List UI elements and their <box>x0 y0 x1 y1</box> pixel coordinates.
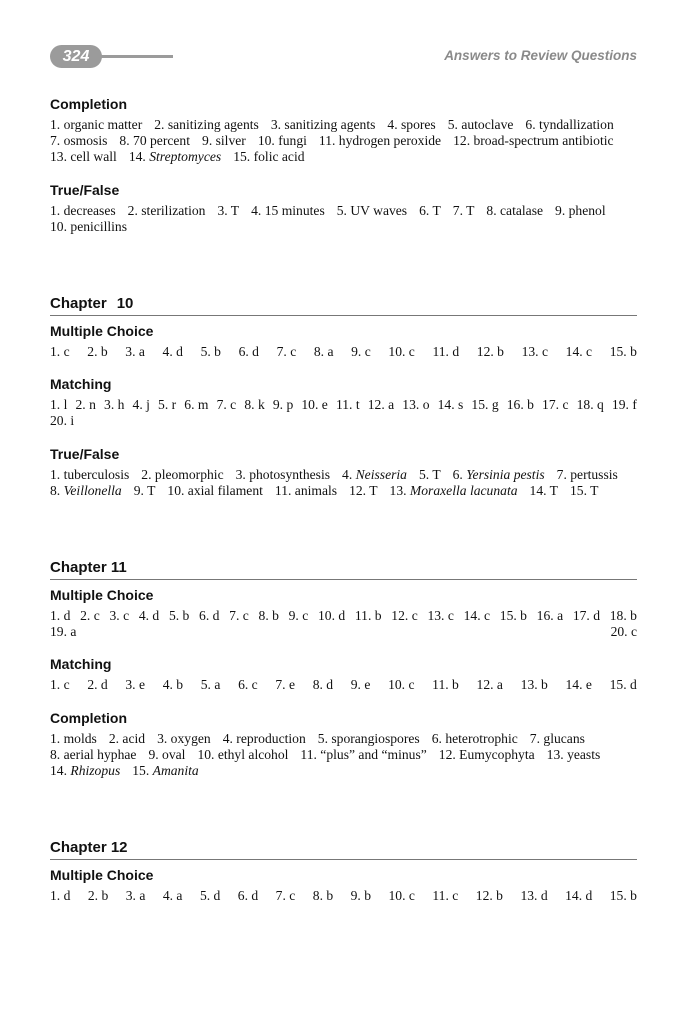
answer-list <box>50 344 637 360</box>
answer-item: 8. b <box>258 608 279 624</box>
answer-list <box>50 467 637 499</box>
answer-item: 9. p <box>272 397 294 413</box>
answer-item: 5. UV waves <box>336 202 408 218</box>
answer-item: 13. cell wall <box>50 149 117 165</box>
answer-item: 15. d <box>609 677 637 693</box>
answer-item: 4. a <box>162 888 183 904</box>
answer-item: 2. b <box>87 344 108 360</box>
answer-item: 9. T <box>133 482 156 498</box>
answer-list <box>50 117 637 166</box>
answer-italic: Streptomyces <box>149 149 222 165</box>
answer-item: 1. d <box>50 888 71 904</box>
answer-item: 7. c <box>275 888 296 904</box>
chapter-block <box>50 559 637 779</box>
answer-list <box>50 677 637 693</box>
answer-item: 8. 70 percent <box>119 133 191 149</box>
answer-item: 4. Neisseria <box>342 466 407 482</box>
answer-item: 13. b <box>520 677 548 693</box>
answer-item: 10. e <box>301 397 328 413</box>
answer-item: 11. c <box>432 888 459 904</box>
answer-item: 4. d <box>162 344 183 360</box>
chapter-title: Chapter 11 <box>50 559 637 580</box>
answer-italic: Yersinia pestis <box>466 466 545 482</box>
page-number-badge: 324 <box>50 45 102 68</box>
answer-item: 8. b <box>312 888 334 904</box>
answer-item: 5. d <box>199 888 221 904</box>
chapter-spacer <box>50 795 637 839</box>
section-heading: Multiple Choice <box>50 323 154 340</box>
answer-item: 18. b <box>609 608 637 624</box>
answer-item: 17. c <box>542 397 569 413</box>
chapter-title: Chapter 12 <box>50 839 637 860</box>
answer-section <box>50 710 637 780</box>
answer-item: 10. penicillins <box>50 218 128 234</box>
section-heading: Multiple Choice <box>50 867 154 884</box>
answer-item: 9. phenol <box>555 202 606 218</box>
answer-item: 10. fungi <box>257 133 307 149</box>
answer-item: 8. k <box>244 397 265 413</box>
answer-item: 8. d <box>312 677 334 693</box>
answer-item: 7. pertussis <box>556 466 618 482</box>
answer-item: 3. T <box>217 202 240 218</box>
answer-item: 14. Rhizopus <box>50 763 121 779</box>
answer-item: 2. sanitizing agents <box>154 117 259 132</box>
answer-item: 9. b <box>350 888 372 904</box>
answer-item: 14. s <box>437 397 464 413</box>
answer-item: 1. l <box>50 397 68 413</box>
answer-item: 14. c <box>463 608 491 624</box>
answer-item: 18. q <box>576 397 604 413</box>
answer-item: 1. d <box>50 608 71 624</box>
answer-item: 4. 15 minutes <box>251 202 325 218</box>
answer-item: 5. r <box>158 397 177 413</box>
answer-item: 2. acid <box>108 730 146 746</box>
answer-item: 3. h <box>104 397 125 413</box>
answer-list <box>50 397 637 429</box>
answer-item: 6. m <box>184 397 209 413</box>
answer-item: 3. a <box>125 344 145 360</box>
chapter-spacer <box>50 251 637 295</box>
section-heading: Matching <box>50 376 112 393</box>
answer-item: 13. c <box>427 608 454 624</box>
chapter-number: 10 <box>116 295 134 313</box>
answer-item: 3. a <box>125 888 146 904</box>
answer-item: 8. Veillonella <box>50 482 122 498</box>
answer-italic: Neisseria <box>355 466 407 482</box>
answer-item: 8. catalase <box>486 202 544 218</box>
section-heading: Matching <box>50 656 112 673</box>
answer-item: 12. T <box>349 482 378 498</box>
answer-item: 6. d <box>199 608 220 624</box>
answer-item: 11. d <box>432 344 460 360</box>
page-header <box>0 0 683 80</box>
answer-item: 15. b <box>609 888 637 904</box>
answer-item: 12. a <box>367 397 395 413</box>
answer-item: 10. c <box>388 888 415 904</box>
answer-item: 9. e <box>350 677 371 693</box>
answer-item: 6. Yersinia pestis <box>452 466 545 482</box>
answer-item: 3. photosynthesis <box>235 466 331 482</box>
answer-italic: Rhizopus <box>70 763 121 779</box>
answer-item: 9. c <box>351 344 371 360</box>
answer-item: 12. c <box>391 608 418 624</box>
answer-item: 2. pleomorphic <box>141 466 224 482</box>
answer-item: 1. tuberculosis <box>50 466 130 482</box>
answer-item: 20. c <box>610 624 637 640</box>
answer-item: 6. d <box>238 344 259 360</box>
answer-item: 6. d <box>237 888 259 904</box>
answer-item: 3. c <box>109 608 130 624</box>
answer-item: 11. hydrogen peroxide <box>318 133 442 149</box>
answer-item: 15. b <box>499 608 527 624</box>
answer-section <box>50 96 637 166</box>
answer-item: 3. sanitizing agents <box>270 117 376 132</box>
answer-item: 5. sporangiospores <box>317 730 420 746</box>
answer-item: 7. T <box>452 202 475 218</box>
answer-item: 5. autoclave <box>447 117 514 132</box>
answer-item: 12. b <box>476 344 504 360</box>
answer-item: 16. a <box>536 608 564 624</box>
answer-italic: Veillonella <box>63 482 122 498</box>
answer-item: 13. c <box>521 344 549 360</box>
answer-item: 4. b <box>162 677 184 693</box>
answer-item: 2. b <box>87 888 109 904</box>
answer-item: 5. b <box>200 344 221 360</box>
answer-item: 16. b <box>506 397 534 413</box>
answer-item: 1. decreases <box>50 202 116 218</box>
answer-item: 13. d <box>520 888 548 904</box>
answer-item: 8. a <box>313 344 334 360</box>
running-head: Answers to Review Questions <box>444 48 637 63</box>
answer-item: 2. c <box>80 608 100 624</box>
answer-section <box>50 376 637 429</box>
answer-item: 7. osmosis <box>50 133 108 149</box>
answer-list <box>50 203 637 235</box>
answer-item: 14. Streptomyces <box>128 149 222 165</box>
answer-list <box>50 608 637 640</box>
answer-item: 14. T <box>529 482 558 498</box>
answer-item: 12. Eumycophyta <box>438 746 535 762</box>
chapter-block <box>50 295 637 499</box>
answer-item: 15. b <box>609 344 637 360</box>
answer-item: 9. silver <box>202 133 246 149</box>
answer-list <box>50 888 637 904</box>
answer-section <box>50 587 637 640</box>
answer-item: 15. folic acid <box>233 149 305 165</box>
answer-item: 15. T <box>569 482 599 498</box>
answer-item: 14. e <box>565 677 592 693</box>
answer-item: 3. oxygen <box>157 730 211 746</box>
answer-item: 11. animals <box>274 482 338 498</box>
answer-item: 4. reproduction <box>222 730 306 746</box>
section-heading: True/False <box>50 181 120 198</box>
answer-item: 14. d <box>565 888 593 904</box>
answer-item: 20. i <box>50 413 75 429</box>
answer-item: 19. a <box>50 624 77 640</box>
answers-content <box>50 96 637 920</box>
answer-item: 7. e <box>275 677 296 693</box>
answer-item: 7. c <box>229 608 249 624</box>
answer-italic: Moraxella lacunata <box>409 482 518 498</box>
answer-item: 4. j <box>132 397 150 413</box>
chapter-block <box>50 839 637 904</box>
answer-item: 12. a <box>476 677 503 693</box>
section-heading: Completion <box>50 96 127 112</box>
answer-item: 11. b <box>354 608 382 624</box>
answer-item: 12. broad-spectrum antibiotic <box>453 133 614 149</box>
answer-item: 1. c <box>50 677 70 693</box>
answer-item: 6. tyndallization <box>525 117 614 132</box>
answer-item: 11. b <box>432 677 459 693</box>
answer-item: 11. t <box>335 397 360 413</box>
answer-list <box>50 731 637 780</box>
answer-item: 15. g <box>471 397 499 413</box>
answer-item: 17. d <box>572 608 601 624</box>
chapter-title: Chapter 10 <box>50 295 637 316</box>
answer-item: 2. sterilization <box>127 202 206 218</box>
answer-section <box>50 182 637 235</box>
answer-item: 3. e <box>125 677 146 693</box>
answer-item: 7. c <box>276 344 297 360</box>
answer-item: 6. heterotrophic <box>431 730 518 746</box>
answer-item: 10. ethyl alcohol <box>197 746 289 762</box>
answer-item: 5. a <box>200 677 221 693</box>
section-heading: Multiple Choice <box>50 587 154 604</box>
answer-item: 7. glucans <box>529 730 585 746</box>
answer-section <box>50 446 637 499</box>
answer-item: 5. T <box>418 466 441 482</box>
answer-item: 13. o <box>402 397 430 413</box>
answer-item: 15. Amanita <box>132 763 199 779</box>
answer-item: 8. aerial hyphae <box>50 746 137 762</box>
answer-item: 1. organic matter <box>50 117 143 132</box>
answer-item: 10. c <box>388 344 415 360</box>
section-heading: Completion <box>50 709 127 726</box>
answer-item: 6. c <box>238 677 258 693</box>
answer-italic: Amanita <box>152 763 199 779</box>
answer-item: 14. c <box>565 344 593 360</box>
answer-item: 10. c <box>388 677 415 693</box>
chapter-spacer <box>50 515 637 559</box>
answer-item: 12. b <box>475 888 503 904</box>
answer-item: 4. spores <box>387 117 436 132</box>
answer-item: 9. c <box>288 608 309 624</box>
answer-item: 10. d <box>317 608 346 624</box>
answer-section <box>50 656 637 693</box>
answer-item: 10. axial filament <box>167 482 263 498</box>
answer-item: 13. yeasts <box>546 746 601 762</box>
answer-item: 1. c <box>50 344 70 360</box>
section-heading: True/False <box>50 445 120 462</box>
answer-item: 9. oval <box>148 746 186 762</box>
answer-section <box>50 867 637 904</box>
answer-item: 19. f <box>611 397 637 413</box>
answer-item: 13. Moraxella lacunata <box>389 482 518 498</box>
answer-item: 11. “plus” and “minus” <box>300 746 427 762</box>
answer-item: 2. d <box>87 677 108 693</box>
answer-item: 1. molds <box>50 730 97 746</box>
answer-item: 4. d <box>138 608 160 624</box>
answer-item: 2. n <box>75 397 96 413</box>
header-rule <box>100 55 173 58</box>
answer-item: 6. T <box>419 202 441 218</box>
answer-section <box>50 323 637 360</box>
answer-item: 5. b <box>168 608 190 624</box>
answer-item: 7. c <box>216 397 237 413</box>
